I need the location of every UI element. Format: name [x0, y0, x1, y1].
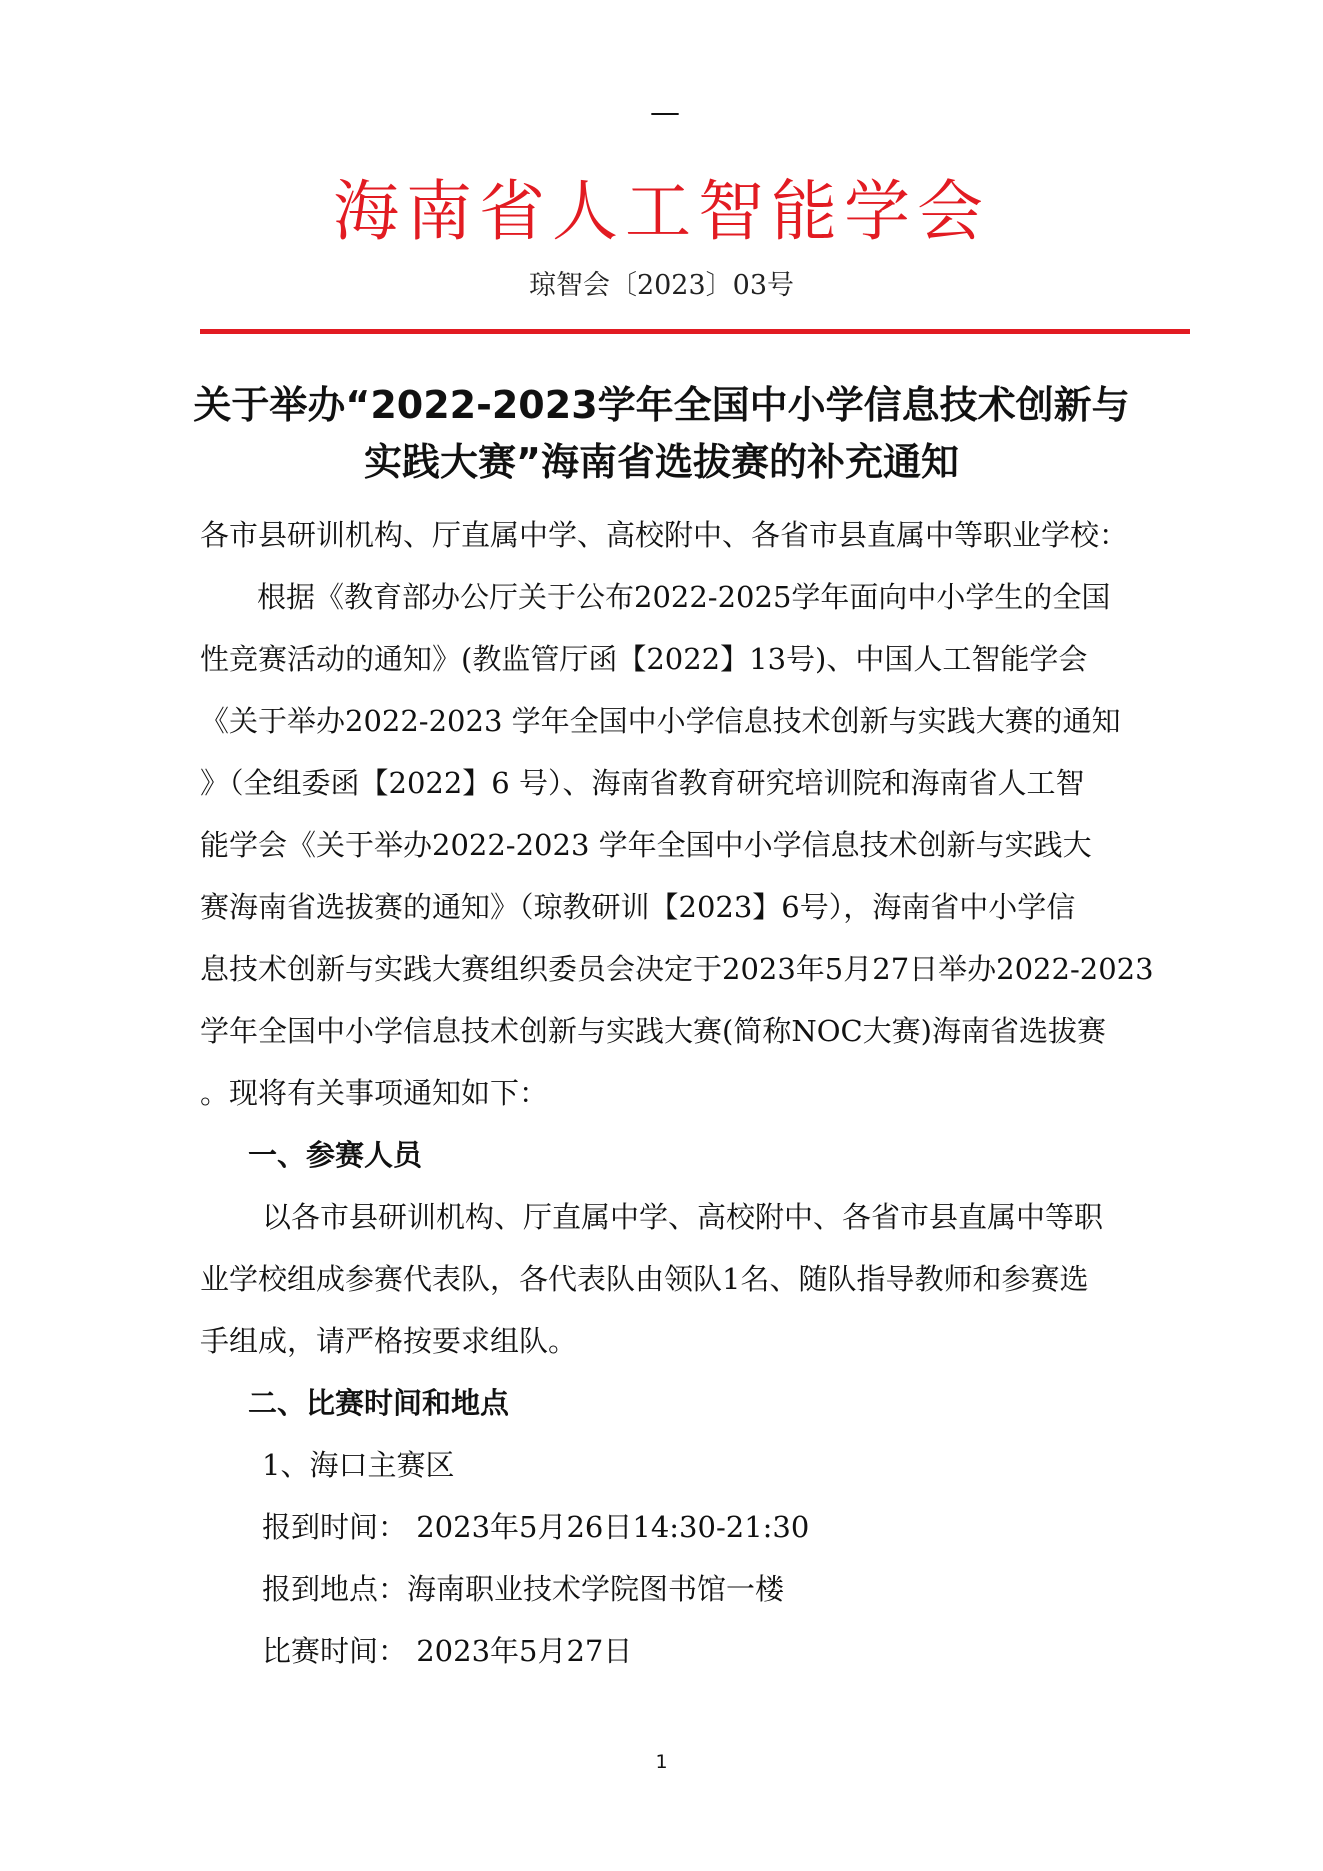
document-number: 琼智会〔2023〕03号: [528, 270, 795, 301]
intro-line: 学年全国中小学信息技术创新与实践大赛(简称NOC大赛)海南省选拔赛: [200, 1014, 1106, 1048]
notice-heading-line-1: 关于举办“2022-2023学年全国中小学信息技术创新与: [193, 383, 1130, 427]
intro-line: 。现将有关事项通知如下：: [200, 1076, 549, 1110]
participants-line: 业学校组成参赛代表队，各代表队由领队1名、随队指导教师和参赛选: [200, 1262, 1089, 1296]
intro-line: 《关于举办2022-2023 学年全国中小学信息技术创新与实践大赛的通知: [200, 704, 1121, 738]
venue-name: 1、海口主赛区: [262, 1448, 455, 1482]
intro-line: 》（全组委函【2022】6 号）、海南省教育研究培训院和海南省人工智: [200, 766, 1085, 800]
participants-line: 手组成，请严格按要求组队。: [200, 1324, 578, 1358]
notice-heading-line-2: 实践大赛”海南省选拔赛的补充通知: [364, 440, 959, 484]
page-number: 1: [655, 1751, 668, 1773]
checkin-place: 报到地点：海南职业技术学院图书馆一楼: [262, 1572, 785, 1606]
section-heading-participants: 一、参赛人员: [248, 1138, 423, 1172]
checkin-time: 报到时间： 2023年5月26日14:30-21:30: [262, 1510, 810, 1544]
intro-line: 根据《教育部办公厅关于公布2022-2025学年面向中小学生的全国: [228, 580, 1111, 614]
intro-line: 息技术创新与实践大赛组织委员会决定于2023年5月27日举办2022-2023: [200, 952, 1154, 986]
participants-line: 以各市县研训机构、厅直属中学、高校附中、各省市县直属中等职: [262, 1200, 1104, 1234]
red-header-rule: [200, 329, 1190, 334]
section-heading-time-place: 二、比赛时间和地点: [248, 1386, 510, 1420]
salutation: 各市县研训机构、厅直属中学、高校附中、各省市县直属中等职业学校：: [200, 518, 1129, 552]
top-dash: —: [650, 95, 680, 130]
intro-line: 能学会《关于举办2022-2023 学年全国中小学信息技术创新与实践大: [200, 828, 1092, 862]
organization-title: 海南省人工智能学会: [333, 173, 990, 250]
intro-line: 赛海南省选拔赛的通知》（琼教研训【2023】6号），海南省中小学信: [200, 890, 1076, 924]
intro-line: 性竞赛活动的通知》(教监管厅函【2022】13号)、中国人工智能学会: [200, 642, 1088, 676]
match-time: 比赛时间： 2023年5月27日: [262, 1634, 633, 1668]
